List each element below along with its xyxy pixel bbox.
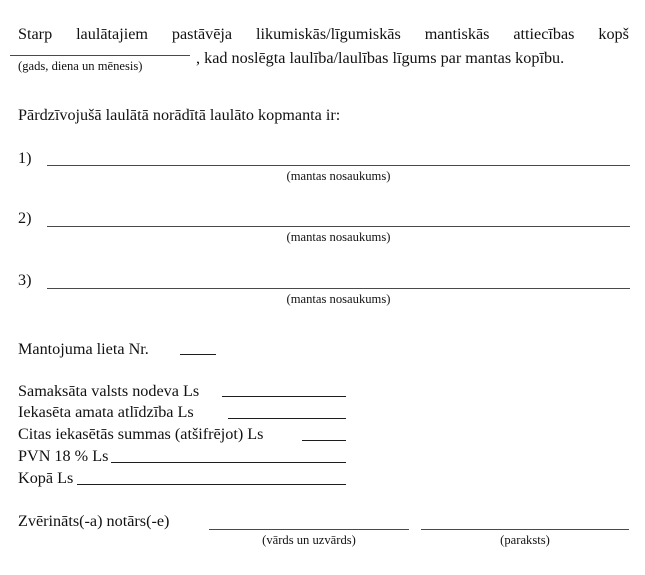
property-item-numeral-2: 2)	[18, 209, 32, 227]
property-item-blank-3[interactable]	[47, 288, 630, 289]
intro-word: pastāvēja	[171, 25, 233, 43]
notary-signature-caption: (paraksts)	[500, 533, 550, 547]
fee-row-5	[18, 468, 73, 490]
property-item-numeral-1: 1)	[18, 149, 32, 167]
fee-blank-1[interactable]	[222, 396, 346, 397]
intro-paragraph-line-1	[18, 22, 629, 46]
fee-row-1	[18, 381, 199, 403]
fee-label-2: Iekasēta amata atlīdzība Ls	[18, 403, 194, 421]
property-heading: Pārdzīvojušā laulātā norādītā laulāto kopmanta ir:	[18, 106, 341, 124]
notary-title-label: Zvērināts(-a) notārs(-e)	[18, 512, 170, 530]
property-item-caption-2: (mantas nosaukums)	[286, 230, 391, 244]
fee-row-3	[18, 424, 263, 446]
property-item-caption-3: (mantas nosaukums)	[286, 292, 391, 306]
fee-label-1: Samaksāta valsts nodeva Ls	[18, 382, 200, 400]
intro-word: attiecības	[513, 25, 575, 43]
intro-paragraph-line-2: , kad noslēgta laulība/laulības līgums par mantas kopību.	[196, 49, 565, 67]
notary-name-blank[interactable]	[209, 529, 409, 530]
property-item-numeral-3: 3)	[18, 271, 32, 289]
intro-word: likumiskās/līgumiskās	[256, 25, 401, 43]
property-item-blank-1[interactable]	[47, 165, 630, 166]
intro-word: laulātajiem	[76, 25, 148, 43]
fee-blank-5[interactable]	[77, 484, 346, 485]
property-item-caption-1: (mantas nosaukums)	[286, 169, 391, 183]
fee-label-4: PVN 18 % Ls	[18, 447, 109, 465]
fee-row-4	[18, 446, 108, 468]
notary-signature-blank[interactable]	[421, 529, 629, 530]
case-number-label: Mantojuma lieta Nr.	[18, 340, 149, 358]
fee-blank-4[interactable]	[111, 462, 346, 463]
fee-label-5: Kopā Ls	[18, 469, 74, 487]
intro-word: mantiskās	[424, 25, 490, 43]
notary-name-caption: (vārds un uzvārds)	[262, 533, 356, 547]
fee-row-2	[18, 402, 194, 424]
intro-word: Starp	[18, 25, 53, 43]
fee-blank-3[interactable]	[302, 440, 346, 441]
property-item-blank-2[interactable]	[47, 226, 630, 227]
case-number-blank[interactable]	[180, 354, 216, 355]
fee-blank-2[interactable]	[228, 418, 346, 419]
fee-label-3: Citas iekasētās summas (atšifrējot) Ls	[18, 425, 264, 443]
intro-word: kopš	[598, 25, 629, 43]
date-caption: (gads, diena un mēnesis)	[18, 59, 143, 73]
date-blank-line[interactable]	[10, 55, 190, 56]
